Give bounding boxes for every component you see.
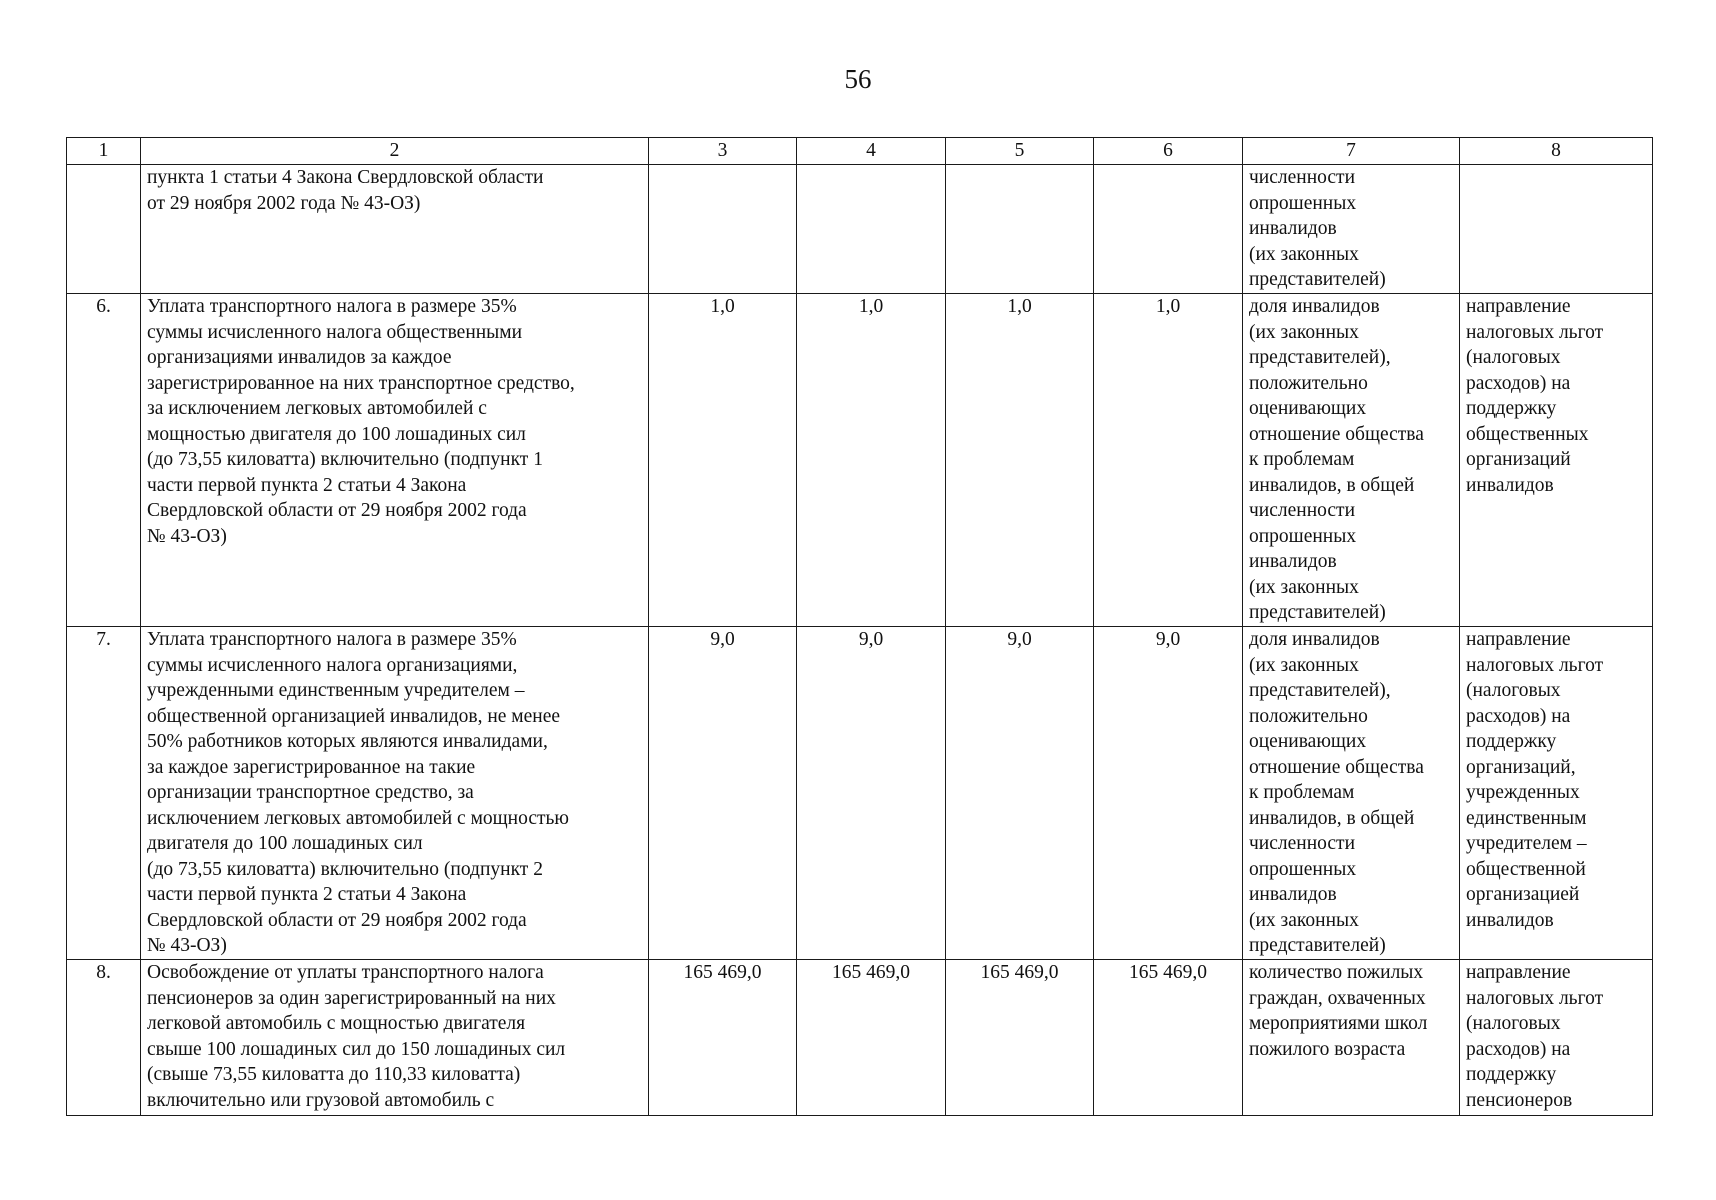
value-col-5 [946,165,1094,294]
value-col-6 [1094,165,1243,294]
value-col-5: 165 469,0 [946,960,1094,1116]
table-row [67,294,1653,627]
table-body [67,165,1653,1116]
row-description [141,294,649,627]
description-text: Уплата транспортного налога в размере 35% суммы исчисленного налога общественными организациями инвалидов за каждое зарегистрированное на них транспортное средство, за исключением легковых автомобилей с мощностью двигателя до 100 лошадиных сил (до 73,55 киловатта) включительно (подпункт 1 части первой пункта 2 статьи 4 Закона Свердловской области от 29 ноября 2002 года № 43-ОЗ) [147,296,575,547]
value-col-3: 165 469,0 [649,960,797,1116]
indicator-text: количество пожилых граждан, охваченных мероприятиями школ пожилого возраста [1249,962,1428,1060]
description-text: Освобождение от уплаты транспортного налога пенсионеров за один зарегистрированный на них легковой автомобиль с мощностью двигателя свыше 100 лошадиных сил до 150 лошадиных сил (свыше 73,55 киловатта до 110,33 киловатта) включительно или грузовой автомобиль с [147,962,566,1111]
row-number: 7. [67,627,141,960]
header-col-7: 7 [1243,138,1460,165]
row-purpose [1460,165,1653,294]
row-purpose [1460,294,1653,627]
row-description [141,960,649,1116]
tax-benefits-table [66,137,1653,1116]
purpose-text: направление налоговых льгот (налоговых расходов) на поддержку пенсионеров [1466,962,1604,1111]
value-col-3: 1,0 [649,294,797,627]
value-col-3: 9,0 [649,627,797,960]
row-indicator [1243,627,1460,960]
header-col-1: 1 [67,138,141,165]
header-col-3: 3 [649,138,797,165]
value-col-4: 9,0 [797,627,946,960]
row-number [67,165,141,294]
value-col-6: 1,0 [1094,294,1243,627]
value-col-4: 1,0 [797,294,946,627]
description-text: Уплата транспортного налога в размере 35% суммы исчисленного налога организациями, учрежденными единственным учредителем – общественной организацией инвалидов, не менее 50% работников которых являются инвалидами, за каждое зарегистрированное на такие организации транспортное средство, за исключением легковых автомобилей с мощностью двигателя до 100 лошадиных сил (до 73,55 киловатта) включительно (подпункт 2 части первой пункта 2 статьи 4 Закона Свердловской области от 29 ноября 2002 года № 43-ОЗ) [147,629,569,956]
value-col-4: 165 469,0 [797,960,946,1116]
row-indicator [1243,294,1460,627]
header-col-5: 5 [946,138,1094,165]
purpose-text: направление налоговых льгот (налоговых расходов) на поддержку организаций, учрежденных единственным учредителем – общественной организацией инвалидов [1466,629,1604,931]
header-col-8: 8 [1460,138,1653,165]
indicator-text: доля инвалидов (их законных представителей), положительно оценивающих отношение общества к проблемам инвалидов, в общей численности опрошенных инвалидов (их законных представителей) [1249,629,1424,956]
row-indicator [1243,165,1460,294]
value-col-5: 9,0 [946,627,1094,960]
header-row [67,138,1653,165]
row-number: 6. [67,294,141,627]
header-col-6: 6 [1094,138,1243,165]
row-indicator [1243,960,1460,1116]
value-col-3 [649,165,797,294]
value-col-4 [797,165,946,294]
table-row [67,960,1653,1116]
page-number: 56 [844,64,872,94]
header-col-4: 4 [797,138,946,165]
description-text: пункта 1 статьи 4 Закона Свердловской области от 29 ноября 2002 года № 43-ОЗ) [147,167,544,214]
row-purpose [1460,627,1653,960]
row-number: 8. [67,960,141,1116]
table-row [67,165,1653,294]
value-col-6: 9,0 [1094,627,1243,960]
value-col-6: 165 469,0 [1094,960,1243,1116]
table-header [67,138,1653,165]
indicator-text: численности опрошенных инвалидов (их законных представителей) [1249,167,1386,290]
row-description [141,627,649,960]
indicator-text: доля инвалидов (их законных представителей), положительно оценивающих отношение общества к проблемам инвалидов, в общей численности опрошенных инвалидов (их законных представителей) [1249,296,1424,623]
table-row [67,627,1653,960]
row-description [141,165,649,294]
row-purpose [1460,960,1653,1116]
purpose-text: направление налоговых льгот (налоговых расходов) на поддержку общественных организаций инвалидов [1466,296,1604,496]
value-col-5: 1,0 [946,294,1094,627]
header-col-2: 2 [141,138,649,165]
